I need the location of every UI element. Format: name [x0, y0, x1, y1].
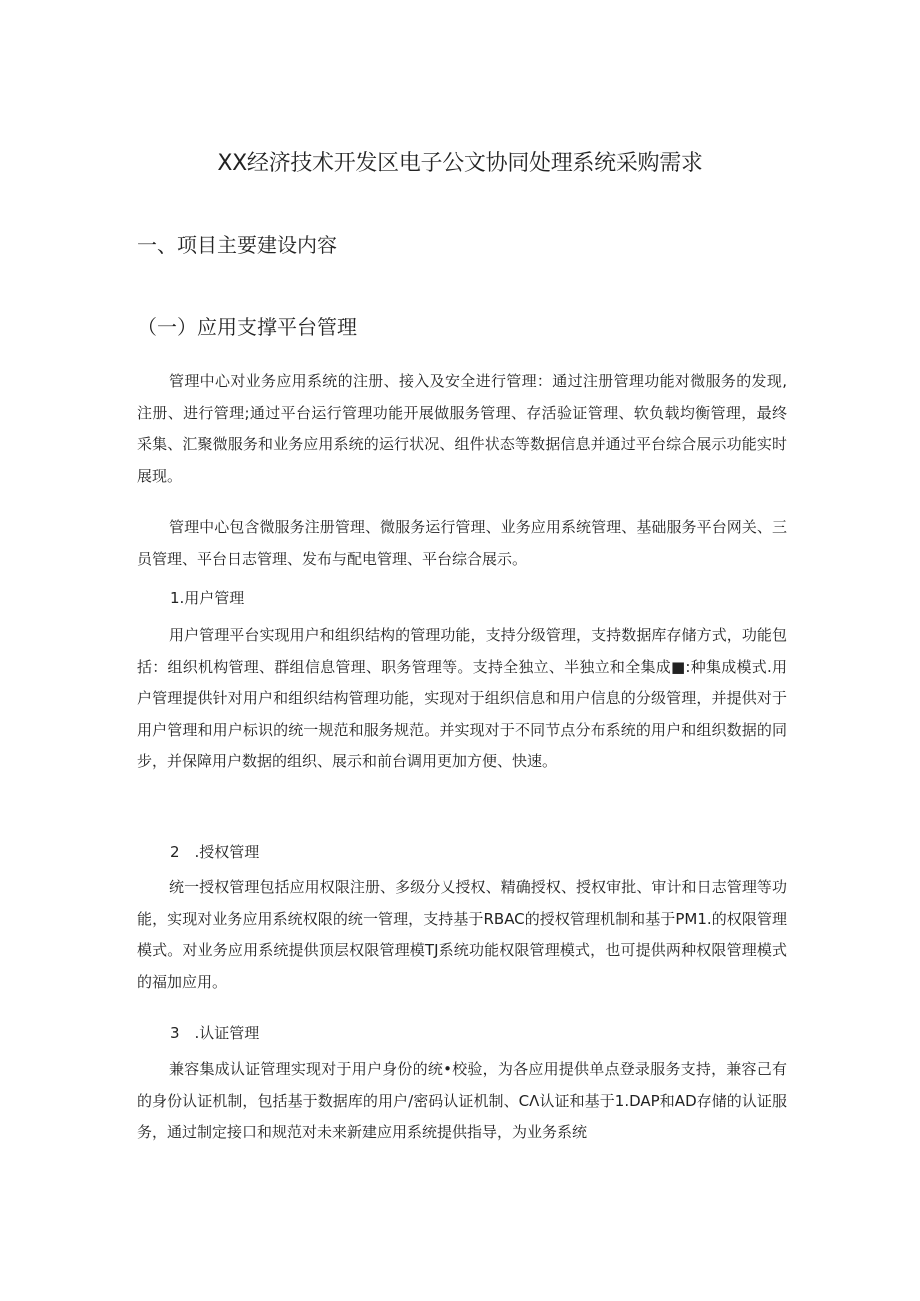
item-heading-authorization-management: 2 .授权管理 — [170, 843, 260, 861]
body-paragraph: 用户管理平台实现用户和组织结构的管理功能，支持分级管理，支持数据库存储方式，功能包括：组织机构管理、群组信息管理、职务管理等。支持全独立、半独立和全集成■:种集成模式.用户管理提供针对用户和组织结构管理功能，实现对于组织信息和用户信息的分级管理，并提供对于用户管理和用户标识的统一规范和服务规范。并实现对于不同节点分布系统的用户和组织数据的同步，并保障用户数据的组织、展示和前台调用更加方便、快速。 — [137, 626, 787, 770]
subsection-heading: （一）应用支撑平台管理 — [137, 315, 357, 339]
section-heading: 一、项目主要建设内容 — [137, 233, 337, 257]
item-heading-authentication-management: 3 .认证管理 — [170, 1024, 260, 1042]
body-paragraph: 统一授权管理包括应用权限注册、多级分乂授权、精确授权、授权审批、审计和日志管理等功能，实现对业务应用系统权限的统一管理，支持基于RBAC的授权管理机制和基于PM1.的权限管理模式。对业务应用系统提供顶层权限管理模TJ系统功能权限管理模式，也可提供两种权限管理模式的福加应用。 — [137, 878, 787, 991]
body-paragraph: 管理中心对业务应用系统的注册、接入及安全进行管理：通过注册管理功能对微服务的发现,注册、进行管理;通过平台运行管理功能开展做服务管理、存活验证管理、软负载均衡管理，最终采集、汇聚微服务和业务应用系统的运行状况、组件状态等数据信息并通过平台综合展示功能实时展现。 — [137, 372, 787, 485]
body-paragraph: 兼容集成认证管理实现对于用户身份的统•校验，为各应用提供单点登录服务支持，兼容己有的身份认证机制，包括基于数据库的用户/密码认证机制、CΛ认证和基于1.DAP和AD存储的认证服务，通过制定接口和规范对未来新建应用系统提供指导，为业务系统 — [137, 1060, 787, 1141]
item-heading-user-management: 1.用户管理 — [170, 589, 245, 607]
body-paragraph: 管理中心包含微服务注册管理、微服务运行管理、业务应用系统管理、基础服务平台网关、三员管理、平台日志管理、发布与配电管理、平台综合展示。 — [137, 518, 787, 568]
document-title: XX经济技术开发区电子公文协同处理系统采购需求 — [217, 151, 703, 176]
